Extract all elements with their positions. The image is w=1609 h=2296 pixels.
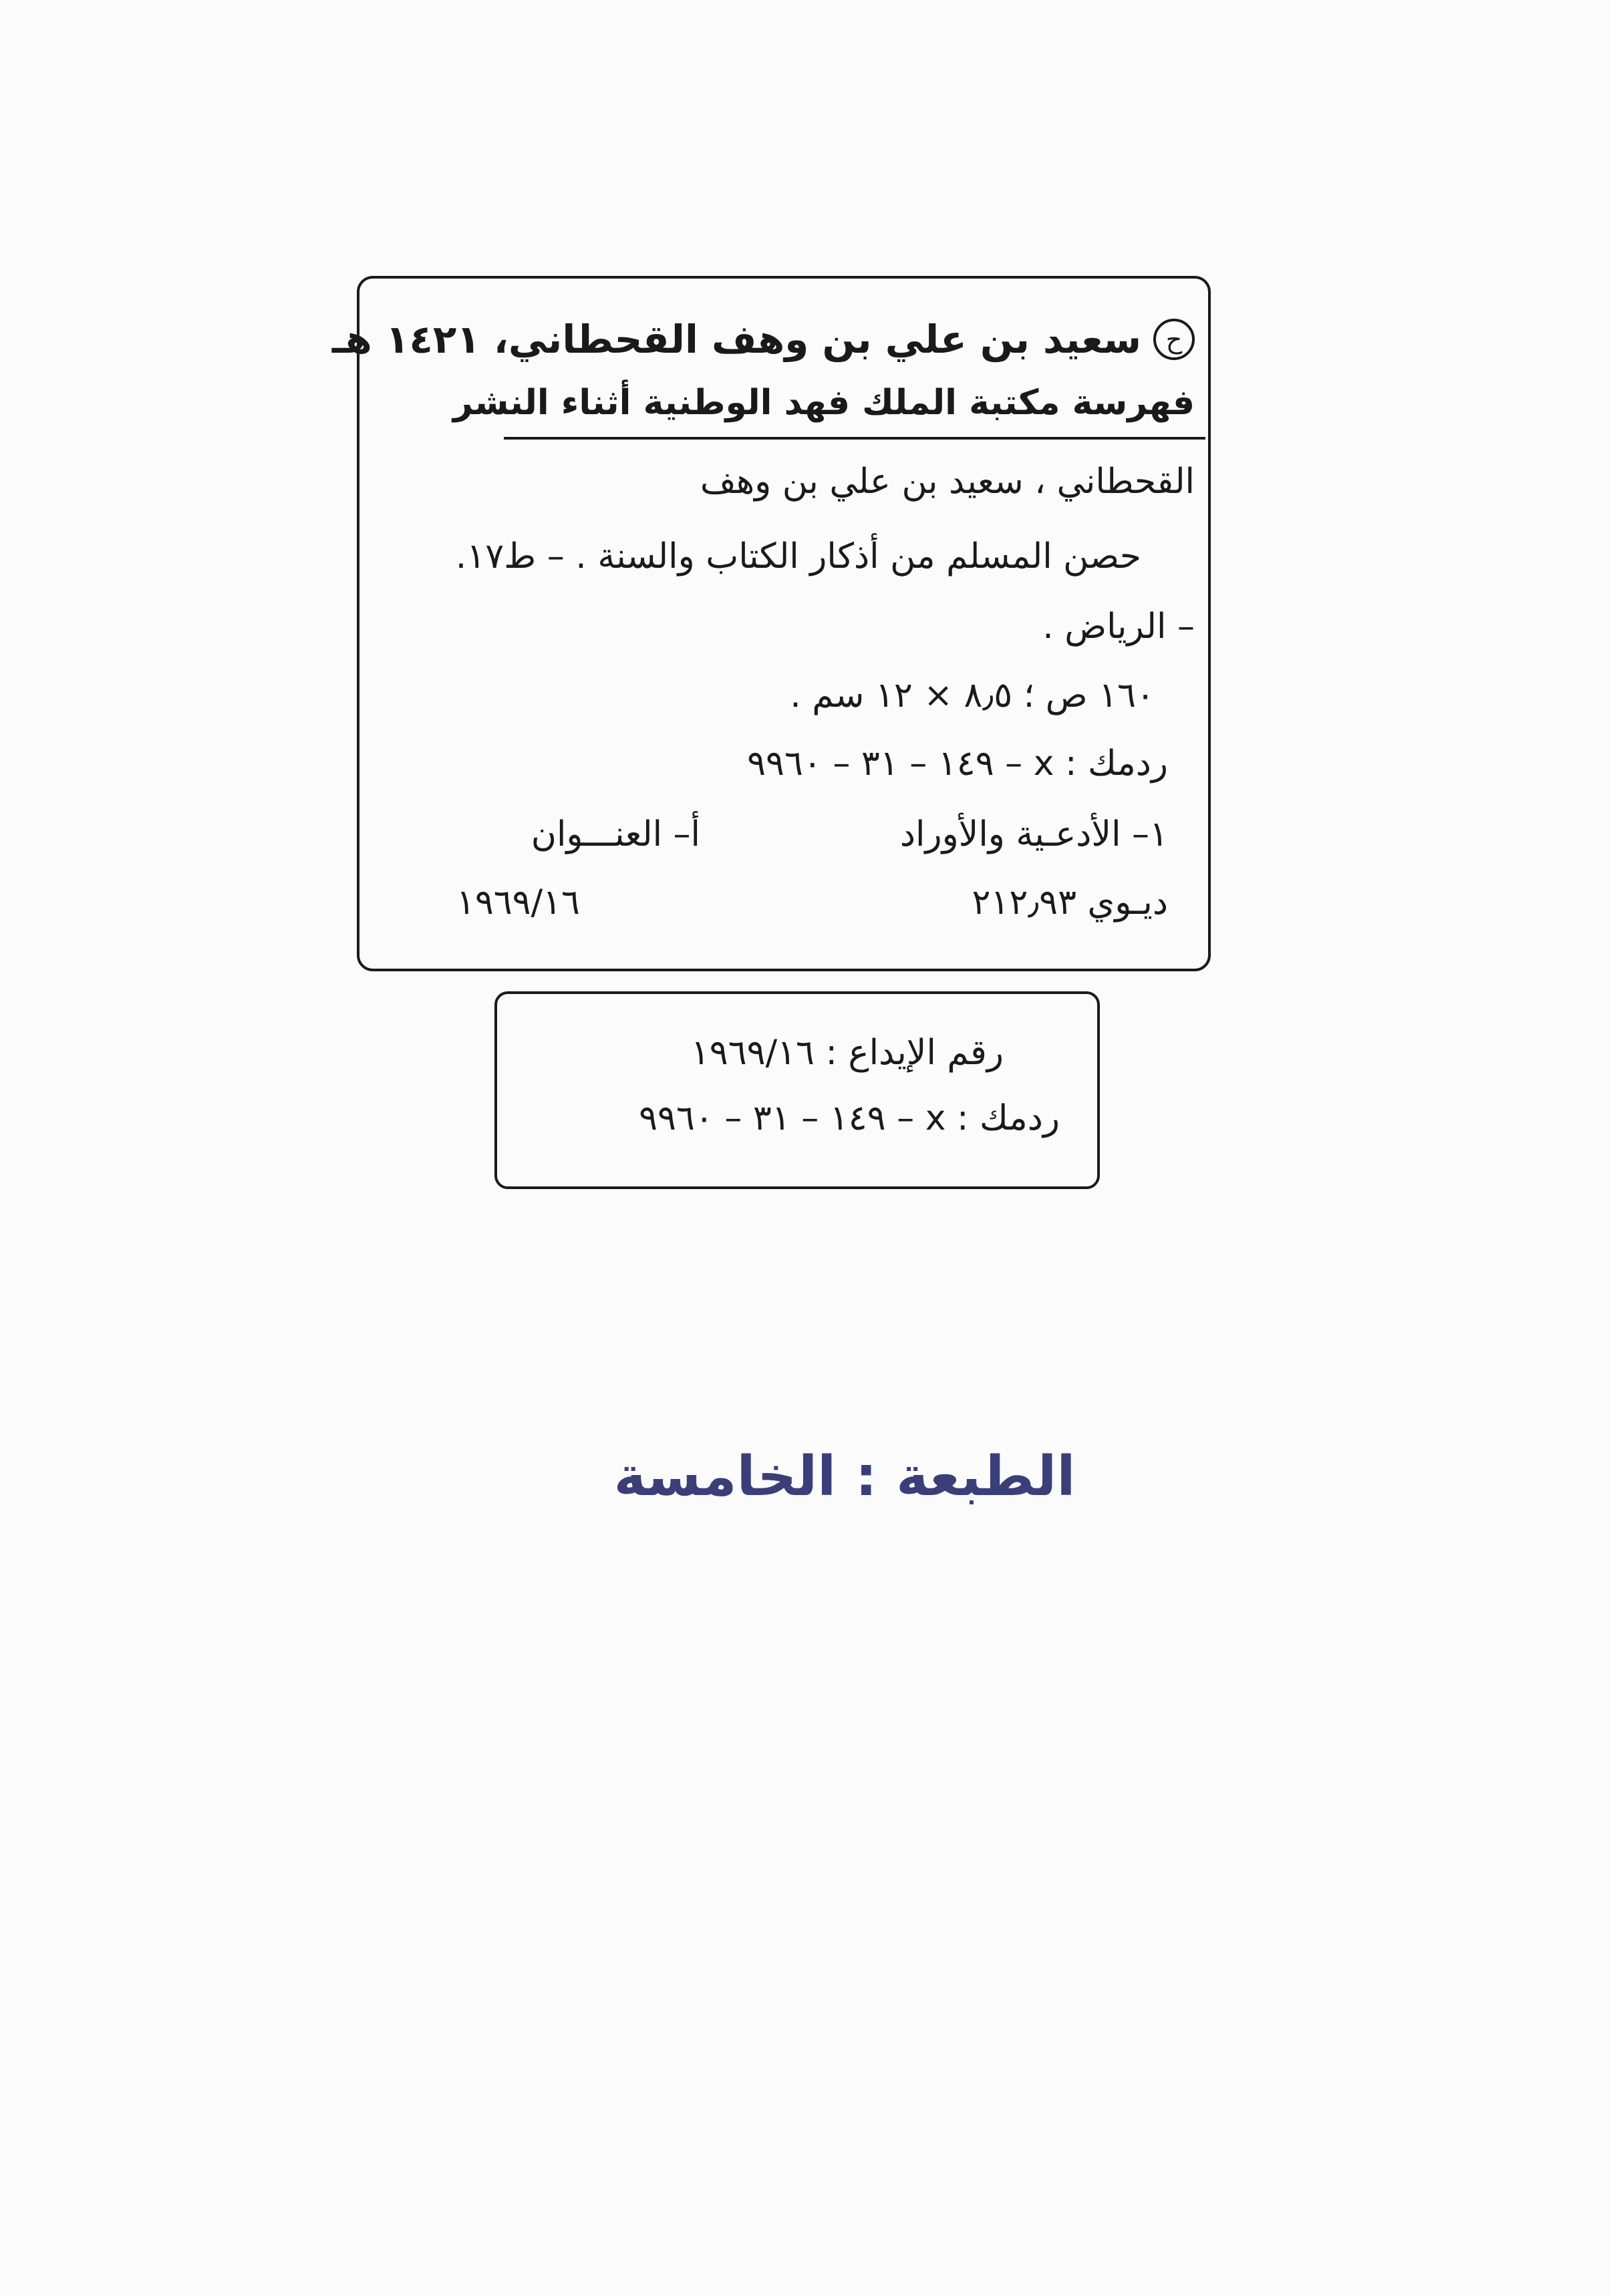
deposit-isbn: ردمك : x – ١٤٩ – ٣١ – ٩٩٦٠ bbox=[639, 1098, 1060, 1138]
catalog-title-heading: أ– العنـــوان bbox=[531, 814, 700, 854]
cataloging-in-publication-box bbox=[331, 276, 1211, 971]
catalog-subtitle: فهرسة مكتبة الملك فهد الوطنية أثناء النشر bbox=[452, 383, 1195, 423]
divider bbox=[504, 437, 1205, 440]
catalog-author: القحطاني ، سعيد بن علي بن وهف bbox=[700, 462, 1195, 502]
edition-label bbox=[0, 1445, 1609, 1508]
edition-text: الطبعة : الخامسة bbox=[613, 1445, 1076, 1508]
catalog-subject: ١– الأدعـية والأوراد bbox=[899, 814, 1168, 854]
catalog-title: حصن المسلم من أذكار الكتاب والسنة . – ط١٧. bbox=[455, 536, 1141, 577]
copyright-icon: ح bbox=[1153, 319, 1195, 360]
catalog-dewey: ديـوي ٢١٢٫٩٣ bbox=[972, 882, 1168, 923]
deposit-box bbox=[494, 991, 1100, 1189]
deposit-number: رقم الإيداع : ١٩٦٩/١٦ bbox=[690, 1033, 1004, 1073]
catalog-header bbox=[332, 319, 1195, 360]
catalog-class-number: ١٩٦٩/١٦ bbox=[456, 882, 580, 923]
catalog-place: – الرياض . bbox=[1042, 607, 1195, 647]
catalog-pages: ١٦٠ ص ؛ ٨٫٥ × ١٢ سم . bbox=[790, 675, 1155, 715]
catalog-isbn: ردمك : x – ١٤٩ – ٣١ – ٩٩٦٠ bbox=[747, 744, 1168, 784]
catalog-header-text: سعيد بن علي بن وهف القحطاني، ١٤٢١ هـ bbox=[331, 317, 1141, 362]
